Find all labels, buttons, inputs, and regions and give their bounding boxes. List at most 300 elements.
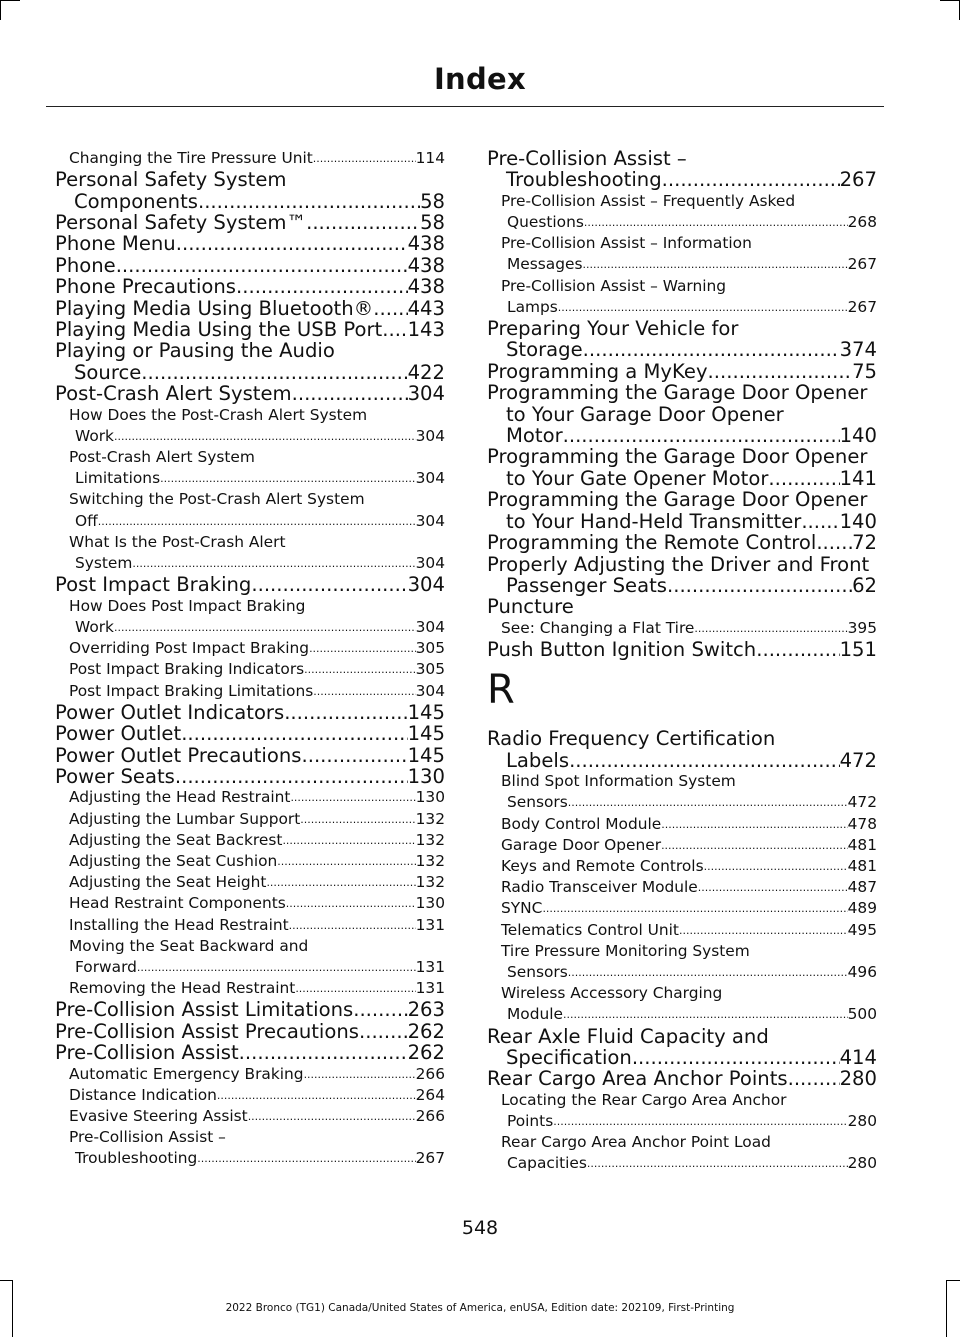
entry-page[interactable]: 62: [852, 573, 877, 597]
entry-text: Adjusting the Seat Backrest: [69, 830, 283, 849]
index-entry-sub: [55, 405, 445, 447]
entry-text: Head Restraint Components: [69, 894, 286, 913]
entry-text: Sensors: [507, 793, 568, 812]
dot-leader: [197, 1148, 415, 1169]
index-entry[interactable]: [487, 835, 877, 856]
index-entry[interactable]: [487, 618, 877, 639]
entry-page[interactable]: 304: [415, 511, 445, 530]
dot-leader: [563, 425, 840, 446]
index-entry[interactable]: [487, 750, 877, 771]
entry-text-first-line: Pre-Collision Assist – Warning: [501, 276, 727, 295]
entry-text-first-line: Programming the Garage Door Opener: [487, 488, 868, 512]
index-entry[interactable]: [55, 787, 445, 808]
index-entry-main: [55, 745, 445, 766]
entry-page[interactable]: 145: [407, 722, 445, 746]
index-entry[interactable]: [55, 978, 445, 999]
dot-leader: [587, 1153, 848, 1174]
dot-leader: [667, 575, 852, 596]
index-entry[interactable]: [487, 169, 877, 190]
dot-leader: [568, 792, 848, 813]
index-entry-sub: [487, 191, 877, 233]
crop-mark: [0, 0, 1, 20]
entry-page[interactable]: 500: [847, 1005, 877, 1024]
index-entry-main: [487, 361, 877, 382]
dot-leader: [542, 898, 847, 919]
index-entry[interactable]: [487, 511, 877, 532]
index-entry[interactable]: [487, 1068, 877, 1089]
index-entry-main: [487, 318, 877, 361]
dot-leader: [132, 553, 415, 574]
entry-text: Post-Crash Alert System: [55, 382, 292, 406]
entry-page[interactable]: 304: [415, 617, 445, 636]
entry-text: Keys and Remote Controls: [501, 856, 704, 875]
index-entry-main: [55, 319, 445, 340]
index-entry[interactable]: [55, 1021, 445, 1042]
index-entry[interactable]: [487, 425, 877, 446]
dot-leader: [251, 574, 407, 595]
dot-leader: [373, 298, 407, 319]
index-entry[interactable]: [487, 575, 877, 596]
entry-text: Limitations: [75, 469, 161, 488]
entry-text: Passenger Seats: [506, 573, 667, 597]
entry-page[interactable]: 414: [839, 1045, 877, 1069]
index-entry[interactable]: [55, 659, 445, 680]
dot-leader: [304, 1064, 416, 1085]
entry-text: Messages: [507, 255, 583, 274]
index-entry-main: [55, 1042, 445, 1063]
index-entry[interactable]: [55, 702, 445, 723]
dot-leader: [632, 1047, 840, 1068]
index-entry[interactable]: [487, 532, 877, 553]
index-entry-sub: [55, 978, 445, 999]
index-entry-main: [487, 728, 877, 771]
entry-page[interactable]: 280: [847, 1154, 877, 1173]
entry-text-first-line: Programming the Garage Door Opener: [487, 445, 868, 469]
entry-text: to Your Hand-Held Transmitter: [506, 509, 802, 533]
entry-page[interactable]: 266: [415, 1064, 445, 1083]
entry-page[interactable]: 305: [415, 639, 445, 658]
index-entry[interactable]: [55, 872, 445, 893]
dot-leader: [284, 702, 407, 723]
entry-text-first-line: Radio Frequency Certification: [487, 727, 776, 751]
index-entry-main: [487, 596, 877, 617]
index-entry[interactable]: [55, 1148, 445, 1169]
index-entry[interactable]: [55, 957, 445, 978]
index-entry-sub: [55, 915, 445, 936]
entry-text: Push Button Ignition Switch: [487, 637, 757, 661]
index-entry[interactable]: [55, 830, 445, 851]
index-entry-main: [487, 554, 877, 597]
index-entry-sub: [55, 532, 445, 574]
entry-page[interactable]: 132: [415, 830, 445, 849]
index-entry[interactable]: [487, 792, 877, 813]
dot-leader: [181, 723, 407, 744]
entry-page[interactable]: 72: [852, 531, 877, 555]
entry-page[interactable]: 304: [415, 681, 445, 700]
index-entry[interactable]: [55, 851, 445, 872]
entry-page[interactable]: 304: [407, 382, 445, 406]
dot-leader: [266, 872, 415, 893]
index-entry-main: [487, 382, 877, 446]
entry-text-first-line: Moving the Seat Backward and: [69, 936, 309, 955]
index-entry[interactable]: [55, 1042, 445, 1063]
entry-text: Garage Door Opener: [501, 835, 662, 854]
entry-page[interactable]: 140: [839, 509, 877, 533]
index-entry[interactable]: [55, 638, 445, 659]
entry-page[interactable]: 58: [420, 189, 445, 213]
entry-page[interactable]: 131: [415, 915, 445, 934]
dot-leader: [558, 297, 848, 318]
entry-page[interactable]: 262: [407, 1019, 445, 1043]
entry-text: Troubleshooting: [75, 1149, 198, 1168]
dot-leader: [176, 233, 408, 254]
entry-text: Troubleshooting: [506, 168, 662, 192]
index-entry-sub: [487, 618, 877, 639]
entry-text-first-line: Rear Axle Fluid Capacity and: [487, 1024, 769, 1048]
entry-page[interactable]: 304: [415, 426, 445, 445]
index-entry[interactable]: [55, 319, 445, 340]
section-letter: R: [487, 667, 515, 714]
entry-text: Power Outlet: [55, 722, 182, 746]
entry-page[interactable]: 132: [415, 809, 445, 828]
entry-page[interactable]: 130: [407, 764, 445, 788]
entry-page[interactable]: 305: [415, 660, 445, 679]
index-entry-sub: [487, 771, 877, 813]
index-entry[interactable]: [487, 212, 877, 233]
entry-text: Playing Media Using Bluetooth®: [55, 296, 374, 320]
index-entry-sub: [55, 787, 445, 808]
entry-page[interactable]: 374: [839, 338, 877, 362]
entry-text: Phone Precautions: [55, 275, 237, 299]
entry-page[interactable]: 438: [407, 232, 445, 256]
entry-page[interactable]: 132: [415, 873, 445, 892]
entry-page[interactable]: 266: [415, 1107, 445, 1125]
index-entry[interactable]: [55, 745, 445, 766]
index-entry-main: [55, 212, 445, 233]
entry-text-first-line: Tire Pressure Monitoring System: [501, 941, 750, 960]
entry-page[interactable]: 438: [407, 253, 445, 277]
index-entry-sub: [55, 936, 445, 978]
entry-page[interactable]: 304: [415, 554, 445, 573]
index-entry-sub: [487, 233, 877, 275]
index-entry-main: [487, 489, 877, 532]
entry-text: Forward: [75, 957, 137, 976]
index-column-left: [55, 148, 445, 1170]
entry-text: Adjusting the Lumbar Support: [69, 809, 301, 828]
entry-page[interactable]: 267: [415, 1149, 445, 1168]
entry-text: Playing Media Using the USB Port: [55, 318, 383, 342]
index-entry-main: [487, 1026, 877, 1069]
index-entry[interactable]: [487, 877, 877, 898]
index-entry[interactable]: [55, 893, 445, 914]
entry-text: Points: [507, 1112, 554, 1130]
index-entry-main: [55, 574, 445, 595]
index-entry[interactable]: [487, 254, 877, 275]
entry-page[interactable]: 478: [847, 814, 877, 833]
entry-text: Installing the Head Restraint: [69, 915, 289, 934]
entry-text: Telematics Control Unit: [501, 920, 679, 939]
entry-text: Capacities: [507, 1154, 587, 1173]
entry-text: Specification: [506, 1045, 632, 1069]
dot-leader: [768, 468, 839, 489]
entry-page[interactable]: 262: [407, 1041, 445, 1065]
entry-text: Pre-Collision Assist: [55, 1041, 239, 1065]
entry-page[interactable]: 145: [407, 743, 445, 767]
entry-text: See: Changing a Flat Tire: [501, 618, 695, 637]
entry-page[interactable]: 264: [415, 1085, 445, 1104]
index-entry[interactable]: [487, 962, 877, 983]
dot-leader: [286, 893, 416, 914]
index-entry[interactable]: [55, 468, 445, 489]
index-entry[interactable]: [487, 339, 877, 360]
index-entry[interactable]: [487, 856, 877, 877]
entry-text-first-line: Pre-Collision Assist – Information: [501, 234, 752, 253]
entry-text-first-line: Wireless Accessory Charging: [501, 984, 723, 1003]
entry-page[interactable]: 75: [852, 359, 877, 383]
index-entry[interactable]: [487, 1153, 877, 1174]
dot-leader: [137, 957, 416, 978]
index-entry-sub: [487, 898, 877, 919]
index-entry-sub: [55, 1127, 445, 1169]
index-entry-sub: [55, 638, 445, 659]
dot-leader: [198, 191, 420, 212]
index-entry-sub: [55, 809, 445, 830]
dot-leader: [114, 426, 416, 447]
entry-page[interactable]: 141: [839, 466, 877, 490]
index-entry[interactable]: [55, 383, 445, 404]
entry-page[interactable]: 422: [407, 360, 445, 384]
index-entry-main: [55, 169, 445, 212]
dot-leader: [239, 1042, 408, 1063]
entry-page[interactable]: 481: [847, 856, 877, 875]
entry-text: Body Control Module: [501, 814, 662, 833]
entry-text: Labels: [506, 748, 570, 772]
entry-page[interactable]: 495: [847, 920, 877, 939]
entry-text: Post Impact Braking: [55, 573, 252, 597]
dot-leader: [661, 835, 848, 856]
entry-page[interactable]: 481: [847, 835, 877, 854]
index-entry[interactable]: [487, 920, 877, 941]
dot-leader: [698, 877, 848, 898]
index-entry-sub: [55, 893, 445, 914]
index-entry-sub: [487, 1132, 877, 1174]
index-entry[interactable]: [55, 276, 445, 297]
dot-leader: [584, 212, 848, 233]
index-entry[interactable]: [55, 148, 445, 169]
entry-text: Work: [75, 426, 114, 445]
entry-page[interactable]: 130: [415, 788, 445, 807]
dot-leader: [116, 255, 408, 276]
index-entry-main: [487, 639, 877, 660]
entry-text: Questions: [507, 213, 584, 232]
entry-page[interactable]: 131: [415, 979, 445, 998]
entry-page[interactable]: 143: [407, 318, 445, 342]
dot-leader: [289, 915, 416, 936]
index-entry-sub: [55, 447, 445, 489]
index-entry[interactable]: [55, 298, 445, 319]
index-entry[interactable]: [487, 468, 877, 489]
index-entry[interactable]: [55, 553, 445, 574]
entry-page[interactable]: 395: [847, 618, 877, 637]
entry-text-first-line: Pre-Collision Assist – Frequently Asked: [501, 191, 796, 210]
dot-leader: [295, 978, 415, 999]
entry-page[interactable]: 263: [407, 998, 445, 1022]
index-entry[interactable]: [487, 297, 877, 318]
entry-text: Pre-Collision Assist Precautions: [55, 1019, 359, 1043]
dot-leader: [583, 339, 840, 360]
entry-page[interactable]: 472: [839, 748, 877, 772]
entry-text: Motor: [506, 424, 563, 448]
index-entry[interactable]: [55, 1106, 445, 1127]
entry-text: Radio Transceiver Module: [501, 878, 698, 897]
entry-text: Adjusting the Seat Cushion: [69, 851, 278, 870]
entry-page[interactable]: 472: [847, 793, 877, 812]
index-entry[interactable]: [487, 1111, 877, 1132]
index-entry[interactable]: [487, 361, 877, 382]
entry-text: Power Outlet Precautions: [55, 743, 302, 767]
index-entry-sub: [487, 941, 877, 983]
entry-page[interactable]: 132: [415, 851, 445, 870]
entry-text: Off: [75, 511, 98, 530]
index-entry-sub: [55, 1106, 445, 1127]
entry-page[interactable]: 140: [839, 424, 877, 448]
entry-text: SYNC: [501, 899, 543, 918]
index-entry[interactable]: [487, 898, 877, 919]
entry-text: Evasive Steering Assist: [69, 1107, 248, 1125]
entry-text-first-line: Properly Adjusting the Driver and Front: [487, 552, 870, 576]
index-entry[interactable]: [55, 723, 445, 744]
entry-text: Overriding Post Impact Braking: [69, 639, 310, 658]
index-entry[interactable]: [55, 999, 445, 1020]
entry-page[interactable]: 130: [415, 894, 445, 913]
index-entry[interactable]: [487, 1004, 877, 1025]
index-entry[interactable]: [55, 233, 445, 254]
index-column-right: [487, 148, 877, 1175]
dot-leader: [359, 1021, 408, 1042]
entry-text-first-line: Preparing Your Vehicle for: [487, 317, 739, 341]
entry-page[interactable]: 489: [847, 899, 877, 918]
entry-page[interactable]: 267: [847, 297, 877, 316]
dot-leader: [801, 511, 839, 532]
index-entry[interactable]: [55, 212, 445, 233]
entry-page[interactable]: 268: [847, 213, 877, 232]
entry-page[interactable]: 496: [847, 962, 877, 981]
dot-leader: [569, 750, 840, 771]
dot-leader: [160, 468, 416, 489]
dot-leader: [313, 148, 416, 169]
index-entry[interactable]: [55, 915, 445, 936]
index-entry-main: [487, 148, 877, 191]
crop-mark: [940, 0, 960, 1]
dot-leader: [309, 638, 416, 659]
index-entry[interactable]: [487, 1047, 877, 1068]
entry-page[interactable]: 267: [847, 255, 877, 274]
entry-page[interactable]: 267: [839, 168, 877, 192]
entry-text: Post Impact Braking Indicators: [69, 660, 305, 679]
index-entry[interactable]: [55, 255, 445, 276]
dot-leader: [661, 814, 847, 835]
page-title: Index: [433, 62, 527, 96]
dot-leader: [816, 532, 852, 553]
entry-text-first-line: How Does the Post-Crash Alert System: [69, 405, 368, 424]
index-entry-sub: [55, 681, 445, 702]
index-entry-main: [55, 766, 445, 787]
entry-text: Phone: [55, 253, 116, 277]
entry-page[interactable]: 131: [415, 957, 445, 976]
dot-leader: [582, 254, 847, 275]
entry-text: Programming the Remote Control: [487, 531, 817, 555]
index-entry[interactable]: [55, 766, 445, 787]
index-entry-main: [55, 702, 445, 723]
crop-mark: [0, 1280, 13, 1281]
index-entry[interactable]: [55, 191, 445, 212]
entry-text: Distance Indication: [69, 1085, 217, 1104]
entry-text-first-line: Post-Crash Alert System: [69, 448, 255, 467]
index-entry[interactable]: [55, 809, 445, 830]
dot-leader: [114, 617, 416, 638]
dot-leader: [141, 362, 407, 383]
header-divider: [46, 106, 884, 107]
entry-page[interactable]: 145: [407, 700, 445, 724]
index-entry[interactable]: [55, 617, 445, 638]
dot-leader: [304, 659, 415, 680]
index-entry[interactable]: [55, 362, 445, 383]
index-entry-sub: [55, 148, 445, 169]
index-entry[interactable]: [487, 639, 877, 660]
index-entry[interactable]: [55, 426, 445, 447]
entry-page[interactable]: 151: [839, 637, 877, 661]
dot-leader: [788, 1068, 840, 1089]
entry-page[interactable]: 304: [415, 469, 445, 488]
index-entry-main: [55, 255, 445, 276]
dot-leader: [292, 383, 408, 404]
index-entry-sub: [487, 983, 877, 1025]
entry-text-first-line: Playing or Pausing the Audio: [55, 339, 335, 363]
index-entry-main: [487, 532, 877, 553]
entry-page[interactable]: 280: [847, 1112, 877, 1130]
index-entry[interactable]: [55, 1064, 445, 1085]
entry-heading[interactable]: Puncture: [487, 595, 574, 619]
index-entry[interactable]: [55, 1085, 445, 1106]
index-entry-sub: [55, 659, 445, 680]
entry-page[interactable]: 487: [847, 878, 877, 897]
entry-page[interactable]: 443: [407, 296, 445, 320]
index-entry-sub: [55, 830, 445, 851]
entry-text-first-line: Blind Spot Information System: [501, 772, 736, 791]
entry-text: Post Impact Braking Limitations: [69, 681, 314, 700]
index-entry-main: [55, 276, 445, 297]
index-entry-main: [487, 446, 877, 489]
index-entry[interactable]: [55, 511, 445, 532]
entry-text-first-line: Locating the Rear Cargo Area Anchor: [501, 1090, 787, 1109]
entry-page[interactable]: 280: [839, 1067, 877, 1091]
index-entry[interactable]: [487, 814, 877, 835]
entry-page[interactable]: 58: [420, 211, 445, 235]
entry-page[interactable]: 438: [407, 275, 445, 299]
dot-leader: [282, 830, 415, 851]
index-entry-sub: [487, 920, 877, 941]
page-number: 548: [461, 1217, 499, 1239]
entry-text-first-line: Programming the Garage Door Opener: [487, 381, 868, 405]
entry-page[interactable]: 304: [407, 573, 445, 597]
entry-text: Phone Menu: [55, 232, 176, 256]
entry-text: Changing the Tire Pressure Unit: [69, 149, 313, 167]
entry-page[interactable]: 114: [415, 149, 445, 167]
index-entry[interactable]: [55, 681, 445, 702]
entry-text: Work: [75, 617, 114, 636]
dot-leader: [313, 681, 415, 702]
index-entry[interactable]: [55, 574, 445, 595]
